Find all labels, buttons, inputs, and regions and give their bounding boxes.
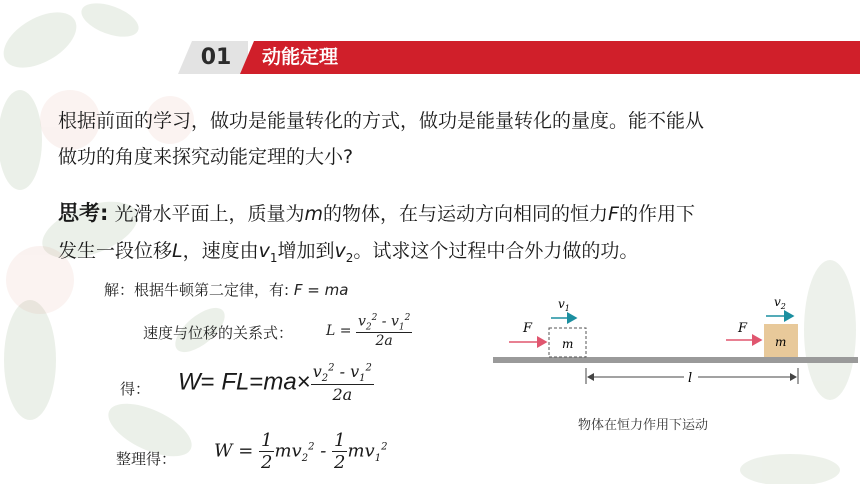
block-initial-mass-label: m — [562, 337, 574, 351]
solution-step-1 — [104, 279, 348, 300]
displacement-label: l — [688, 371, 693, 386]
solution-step-4-label: 整理得： — [116, 450, 177, 468]
v2-symbol: v — [334, 240, 346, 262]
question-line-1 — [58, 195, 695, 232]
solution-step-3-label: 得： — [120, 380, 151, 398]
v2-subscript: 2 — [345, 250, 354, 265]
force-label-1: F — [523, 321, 533, 336]
question-label: 思考: — [58, 201, 109, 225]
force-label-2: F — [738, 321, 748, 336]
section-title: 动能定理 — [262, 46, 339, 68]
question-text: 增加到 — [277, 240, 335, 262]
ground-surface — [493, 357, 858, 363]
kinetic-energy-theorem-formula: W = $\frac{1}{2}$ $mv_2^2$ - $\frac{1}{2}$ $mv_1^2$ — [214, 430, 388, 473]
block-final-mass-label: m — [775, 335, 787, 349]
velocity-label-2: $v_2$ — [774, 295, 786, 311]
question-text: 的作用下 — [618, 203, 695, 225]
v1-symbol: v — [258, 240, 270, 262]
question-line-2 — [58, 233, 638, 276]
displacement-symbol: L — [172, 240, 183, 262]
step-1-label: 解：根据牛顿第二定律，有: — [104, 281, 290, 299]
solution-step-2-label: 速度与位移的关系式： — [143, 324, 294, 342]
force-symbol: F — [608, 203, 619, 225]
velocity-displacement-formula: L = $\frac{v_2^2 - v_1^2}{2a}$ — [326, 313, 411, 350]
question-text: ，速度由 — [182, 240, 259, 262]
section-number: 01 — [200, 45, 232, 70]
mass-symbol: m — [304, 203, 323, 225]
work-formula: W= FL=ma× $\frac{v_2^2 - v_1^2}{2a}$ — [178, 362, 372, 405]
velocity-label-1: $v_1$ — [558, 297, 570, 313]
figure-caption: 物体在恒力作用下运动 — [578, 418, 709, 433]
v1-subscript: 1 — [269, 250, 278, 265]
question-text: 的物体，在与运动方向相同的恒力 — [322, 203, 608, 225]
intro-line-2: 做功的角度来探究动能定理的大小? — [58, 146, 354, 168]
newton-second-law-formula: F = ma — [293, 281, 349, 299]
motion-diagram — [490, 288, 860, 408]
question-text: 。试求这个过程中合外力做的功。 — [353, 240, 639, 262]
intro-line-1: 根据前面的学习，做功是能量转化的方式，做功是能量转化的量度。能不能从 — [58, 110, 705, 132]
question-text: 光滑水平面上，质量为 — [114, 203, 305, 225]
question-text: 发生一段位移 — [58, 240, 173, 262]
